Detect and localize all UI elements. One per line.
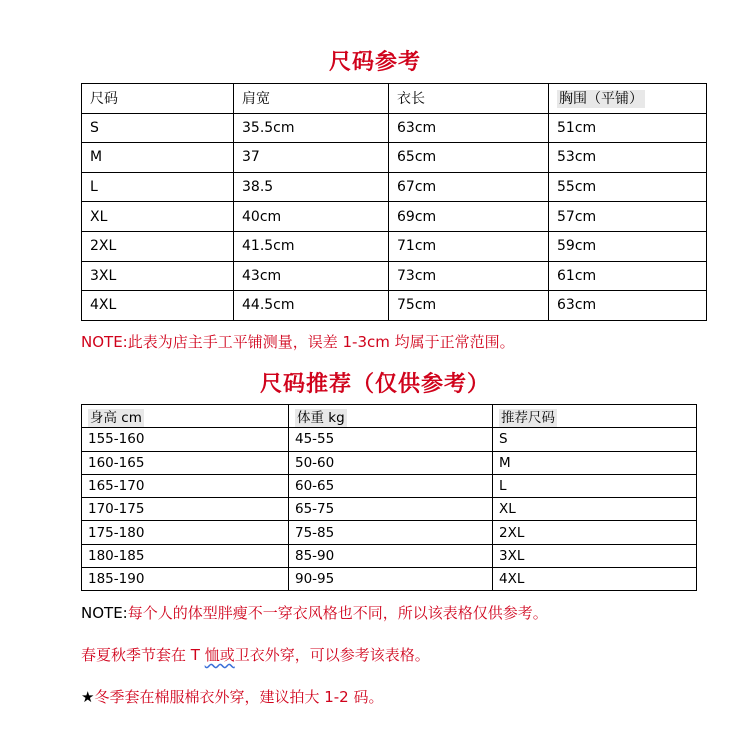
column-header-label: 尺码	[90, 91, 118, 108]
table-cell: 57cm	[549, 202, 707, 232]
measurement-note: NOTE:此表为店主手工平铺测量，误差 1-3cm 均属于正常范围。	[81, 333, 515, 351]
table-cell: 3XL	[493, 544, 697, 567]
table-cell: 73cm	[389, 261, 549, 291]
spring-summer-note	[81, 645, 430, 665]
table-cell: 37	[234, 143, 389, 173]
note-text: 每个人的体型胖瘦不一穿衣风格也不同，所以该表格仅供参考。	[127, 604, 548, 622]
fit-disclaimer-note	[81, 603, 548, 623]
table-cell: 51cm	[549, 113, 707, 143]
table-cell: 160-165	[82, 451, 289, 474]
table-cell: XL	[82, 202, 234, 232]
table-cell: 2XL	[82, 231, 234, 261]
column-header-label: 肩宽	[242, 91, 270, 108]
note-text: 冬季套在棉服棉衣外穿，建议拍大 1-2 码。	[94, 688, 384, 706]
table-cell: 90-95	[289, 568, 493, 591]
size-reference-title: 尺码参考	[328, 49, 421, 75]
size-reference-table	[81, 83, 707, 321]
column-header	[389, 84, 549, 114]
table-cell: M	[493, 451, 697, 474]
table-row	[82, 261, 707, 291]
table-cell: 75cm	[389, 291, 549, 321]
table-cell: 59cm	[549, 231, 707, 261]
column-header	[82, 84, 234, 114]
column-header	[549, 84, 707, 114]
table-cell: 175-180	[82, 521, 289, 544]
table-row	[82, 544, 697, 567]
spellcheck-underlined-text: 恤或	[204, 646, 235, 664]
table-cell: 53cm	[549, 143, 707, 173]
table-cell: 185-190	[82, 568, 289, 591]
table-cell: 63cm	[549, 291, 707, 321]
table-cell: 4XL	[82, 291, 234, 321]
table-cell: 38.5	[234, 172, 389, 202]
table-cell: M	[82, 143, 234, 173]
table-cell: 155-160	[82, 428, 289, 451]
table-cell: 60-65	[289, 474, 493, 497]
table-cell: 65cm	[389, 143, 549, 173]
table-row	[82, 202, 707, 232]
table-row	[82, 451, 697, 474]
table-cell: 71cm	[389, 231, 549, 261]
table-row	[82, 231, 707, 261]
table-cell: L	[493, 474, 697, 497]
table-cell: L	[82, 172, 234, 202]
table-cell: XL	[493, 498, 697, 521]
table-row	[82, 428, 697, 451]
table-cell: 44.5cm	[234, 291, 389, 321]
table-row	[82, 291, 707, 321]
table-cell: 40cm	[234, 202, 389, 232]
table-cell: 45-55	[289, 428, 493, 451]
column-header-label: 胸围（平铺）	[559, 91, 643, 108]
size-recommendation-title: 尺码推荐（仅供参考）	[259, 371, 490, 397]
note-text-before: 春夏秋季节套在 T	[81, 646, 205, 664]
table-row	[82, 474, 697, 497]
table-cell: 3XL	[82, 261, 234, 291]
note-prefix: NOTE:	[81, 604, 128, 622]
table-cell: S	[493, 428, 697, 451]
column-header	[289, 405, 493, 428]
table-header-row	[82, 84, 707, 114]
winter-note	[81, 687, 384, 707]
column-header-label: 衣长	[397, 91, 425, 108]
table-cell: 2XL	[493, 521, 697, 544]
table-cell: 65-75	[289, 498, 493, 521]
table-cell: 43cm	[234, 261, 389, 291]
note-text-after: 卫衣外穿，可以参考该表格。	[234, 646, 430, 664]
table-header-row	[82, 405, 697, 428]
table-cell: 67cm	[389, 172, 549, 202]
table-cell: 69cm	[389, 202, 549, 232]
table-cell: 170-175	[82, 498, 289, 521]
table-row	[82, 498, 697, 521]
column-header	[493, 405, 697, 428]
table-row	[82, 172, 707, 202]
column-header-label: 推荐尺码	[501, 410, 555, 427]
table-cell: 180-185	[82, 544, 289, 567]
table-row	[82, 113, 707, 143]
size-recommendation-table	[81, 404, 697, 591]
table-cell: 4XL	[493, 568, 697, 591]
table-row	[82, 521, 697, 544]
table-cell: 61cm	[549, 261, 707, 291]
column-header-label: 体重 kg	[297, 410, 345, 427]
table-cell: 63cm	[389, 113, 549, 143]
table-cell: 75-85	[289, 521, 493, 544]
column-header-label: 身高 cm	[90, 410, 142, 427]
table-cell: 41.5cm	[234, 231, 389, 261]
table-cell: 85-90	[289, 544, 493, 567]
table-cell: S	[82, 113, 234, 143]
table-cell: 55cm	[549, 172, 707, 202]
column-header	[234, 84, 389, 114]
table-cell: 35.5cm	[234, 113, 389, 143]
column-header	[82, 405, 289, 428]
table-cell: 165-170	[82, 474, 289, 497]
table-cell: 50-60	[289, 451, 493, 474]
star-icon: ★	[81, 688, 95, 706]
table-row	[82, 568, 697, 591]
table-row	[82, 143, 707, 173]
